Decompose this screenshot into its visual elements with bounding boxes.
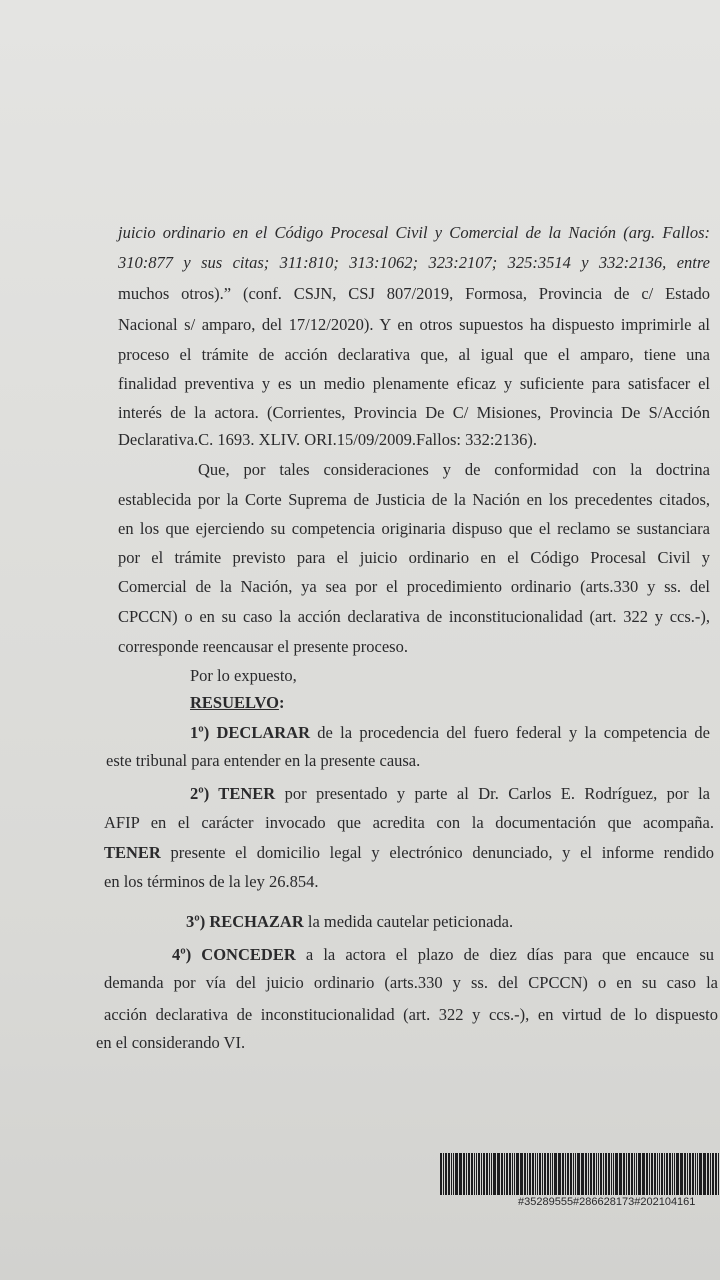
barcode-bar	[672, 1153, 673, 1195]
barcode-bar	[552, 1153, 554, 1195]
barcode-bar	[626, 1153, 627, 1195]
barcode-bar	[646, 1153, 648, 1195]
barcode-bar	[489, 1153, 490, 1195]
barcode-bar	[448, 1153, 450, 1195]
barcode-bar	[573, 1153, 574, 1195]
barcode-bar	[474, 1153, 475, 1195]
barcode-bar	[676, 1153, 678, 1195]
barcode-bar	[445, 1153, 447, 1195]
text-line: Comercial de la Nación, ya sea por el procedimiento ordinario (arts.330 y ss. del	[118, 577, 710, 596]
barcode-bar	[654, 1153, 656, 1195]
barcode-bar	[600, 1153, 602, 1195]
barcode-bar	[608, 1153, 610, 1195]
text-line: Que, por tales consideraciones y de conformidad con la doctrina	[198, 460, 710, 479]
barcode-bar	[478, 1153, 480, 1195]
text-line: finalidad preventiva y es un medio plenamente eficaz y suficiente para satisfacer el	[118, 374, 710, 393]
barcode-bar	[483, 1153, 485, 1195]
barcode-bar	[575, 1153, 577, 1195]
text-line: 3º) RECHAZAR la medida cautelar peticionada.	[186, 912, 514, 931]
barcode-bar	[542, 1153, 543, 1195]
barcode-bar	[649, 1153, 650, 1195]
barcode-bar	[466, 1153, 467, 1195]
text-line: corresponde reencausar el presente proceso.	[118, 637, 408, 656]
text-line: Declarativa.C. 1693. XLIV. ORI.15/09/2009.Fallos: 332:2136).	[118, 430, 538, 449]
barcode-bar	[512, 1153, 513, 1195]
text-line: por el trámite previsto para el juicio ordinario en el Código Procesal Civil y	[118, 548, 710, 567]
barcode-bar	[440, 1153, 442, 1195]
barcode-bar	[680, 1153, 681, 1195]
barcode-bar	[718, 1153, 719, 1195]
barcode-bar	[588, 1153, 589, 1195]
barcode-bar	[605, 1153, 607, 1195]
barcode-bar	[486, 1153, 488, 1195]
barcode-bar	[453, 1153, 455, 1195]
text-line: 2º) TENER por presentado y parte al Dr. Carlos E. Rodríguez, por la	[190, 784, 710, 803]
barcode-bar	[704, 1153, 706, 1195]
text-line: en los términos de la ley 26.854.	[104, 872, 319, 891]
barcode-bar	[455, 1153, 457, 1195]
barcode-bar	[443, 1153, 444, 1195]
barcode-bar	[558, 1153, 559, 1195]
barcode-bar	[460, 1153, 462, 1195]
barcode-bar	[520, 1153, 521, 1195]
barcode-bar	[535, 1153, 536, 1195]
barcode-bar	[664, 1153, 665, 1195]
barcode-bar	[651, 1153, 653, 1195]
text-line: este tribunal para entender en la presente causa.	[106, 751, 421, 770]
text-line: CPCCN) o en su caso la acción declarativa de inconstitucionalidad (art. 322 y ccs.-),	[118, 607, 710, 626]
barcode-bar	[699, 1153, 701, 1195]
barcode-bar	[631, 1153, 633, 1195]
barcode-bar	[681, 1153, 683, 1195]
barcode-bar	[623, 1153, 625, 1195]
text-line: en el considerando VI.	[96, 1033, 246, 1052]
barcode-bar	[468, 1153, 470, 1195]
barcode-bar	[491, 1153, 493, 1195]
text-line: demanda por vía del juicio ordinario (arts.330 y ss. del CPCCN) o en su caso la	[104, 973, 718, 992]
text-line: muchos otros).” (conf. CSJN, CSJ 807/2019, Formosa, Provincia de c/ Estado	[118, 284, 710, 303]
text-line: juicio ordinario en el Código Procesal Civil y Comercial de la Nación (arg. Fallos:	[118, 223, 710, 242]
barcode-bar	[567, 1153, 569, 1195]
text-line: 4º) CONCEDER a la actora el plazo de diez días para que encauce su	[172, 945, 714, 964]
text-line: Por lo expuesto,	[190, 666, 297, 685]
barcode-bar	[501, 1153, 503, 1195]
barcode-bar	[666, 1153, 668, 1195]
text-line: acción declarativa de inconstitucionalidad (art. 322 y ccs.-), en virtud de lo dispuesto	[104, 1005, 718, 1024]
barcode-bar	[613, 1153, 615, 1195]
barcode-bar	[634, 1153, 635, 1195]
barcode-bar	[521, 1153, 523, 1195]
barcode-bar	[710, 1153, 711, 1195]
barcode-bar	[471, 1153, 473, 1195]
resuelvo-colon: :	[278, 693, 285, 712]
barcode-bar	[459, 1153, 460, 1195]
barcode-bar	[611, 1153, 612, 1195]
barcode-bar	[715, 1153, 717, 1195]
barcode-bar	[619, 1153, 620, 1195]
barcode-bar	[493, 1153, 495, 1195]
barcode-bar	[554, 1153, 556, 1195]
barcode-bar	[692, 1153, 694, 1195]
barcode-bar	[707, 1153, 709, 1195]
barcode-bar	[684, 1153, 686, 1195]
barcode-bar	[497, 1153, 498, 1195]
barcode-bar	[643, 1153, 645, 1195]
barcode-bar	[527, 1153, 528, 1195]
barcode-bar	[661, 1153, 663, 1195]
barcode-bar	[562, 1153, 564, 1195]
barcode	[440, 1153, 720, 1195]
barcode-bar	[596, 1153, 597, 1195]
barcode-bar	[537, 1153, 539, 1195]
barcode-bar	[476, 1153, 478, 1195]
barcode-bar	[544, 1153, 546, 1195]
barcode-bar	[539, 1153, 541, 1195]
barcode-bar	[687, 1153, 688, 1195]
text-line: interés de la actora. (Corrientes, Provincia De C/ Misiones, Provincia De S/Acción	[118, 403, 710, 422]
barcode-bar	[516, 1153, 518, 1195]
barcode-bar	[504, 1153, 505, 1195]
barcode-bar	[669, 1153, 671, 1195]
barcode-bar	[638, 1153, 640, 1195]
barcode-bar	[506, 1153, 508, 1195]
barcode-bar	[628, 1153, 630, 1195]
barcode-bar	[570, 1153, 572, 1195]
text-line: proceso el trámite de acción declarativa que, al igual que el amparo, tiene una	[118, 345, 710, 364]
barcode-bar	[636, 1153, 638, 1195]
text-line: 310:877 y sus citas; 311:810; 313:1062; 323:2107; 325:3514 y 332:2136, entre	[118, 253, 710, 272]
barcode-bar	[451, 1153, 452, 1195]
barcode-bar	[659, 1153, 661, 1195]
barcode-bar	[550, 1153, 551, 1195]
barcode-bar	[524, 1153, 526, 1195]
barcode-bar	[593, 1153, 595, 1195]
barcode-bar	[615, 1153, 617, 1195]
barcode-bar	[532, 1153, 534, 1195]
barcode-bar	[695, 1153, 696, 1195]
barcode-bar	[689, 1153, 691, 1195]
text-line: RESUELVO:	[190, 693, 285, 712]
barcode-bar	[585, 1153, 587, 1195]
barcode-bar	[577, 1153, 579, 1195]
barcode-bar	[657, 1153, 658, 1195]
barcode-bar	[703, 1153, 704, 1195]
text-line: establecida por la Corte Suprema de Justicia de la Nación en los precedentes citados,	[118, 490, 710, 509]
text-line: en los que ejerciendo su competencia originaria dispuso que el reclamo se sustanciara	[118, 519, 710, 538]
barcode-bar	[582, 1153, 584, 1195]
barcode-number: #35289555#286628173#202104161	[518, 1196, 696, 1208]
barcode-bar	[598, 1153, 600, 1195]
barcode-bar	[463, 1153, 465, 1195]
barcode-bar	[674, 1153, 676, 1195]
barcode-bar	[498, 1153, 500, 1195]
barcode-bar	[697, 1153, 699, 1195]
barcode-bar	[603, 1153, 604, 1195]
barcode-bar	[509, 1153, 511, 1195]
barcode-bar	[590, 1153, 592, 1195]
text-line: Nacional s/ amparo, del 17/12/2020). Y en otros supuestos ha dispuesto imprimirle al	[118, 315, 710, 334]
barcode-bar	[712, 1153, 714, 1195]
barcode-bar	[559, 1153, 561, 1195]
barcode-bar	[529, 1153, 531, 1195]
barcode-bar	[581, 1153, 582, 1195]
barcode-bar	[642, 1153, 643, 1195]
barcode-bar	[620, 1153, 622, 1195]
barcode-bar	[481, 1153, 482, 1195]
text-line: 1º) DECLARAR de la procedencia del fuero federal y la competencia de	[190, 723, 710, 742]
barcode-bar	[547, 1153, 549, 1195]
text-line: AFIP en el carácter invocado que acredita con la documentación que acompaña.	[104, 813, 714, 832]
barcode-bar	[565, 1153, 566, 1195]
barcode-bar	[514, 1153, 516, 1195]
text-line: TENER presente el domicilio legal y electrónico denunciado, y el informe rendido	[104, 843, 714, 862]
